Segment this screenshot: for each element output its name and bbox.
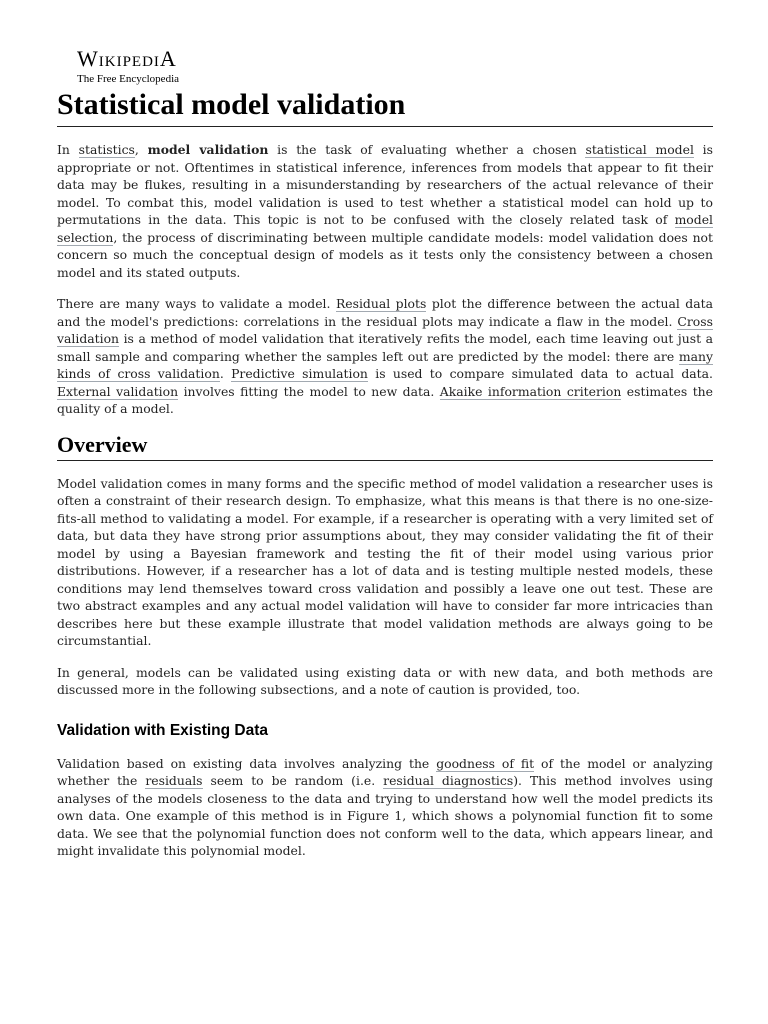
text-run: is appropriate or not. Oftentimes in statistical inference, inferences from models that appear to fit their data may be flukes, resulting in a misunderstanding by researchers of the actual relevance of their model. To combat this, model validation is used to test whether a statistical model can hold up to permutations in the data. This topic is not to be confused with the closely related task of bbox=[57, 142, 713, 227]
text-run: involves fitting the model to new data. bbox=[178, 383, 440, 399]
link-statistical-model[interactable]: statistical model bbox=[585, 142, 694, 157]
section-heading-overview: Overview bbox=[57, 431, 148, 457]
text-run: There are many ways to validate a model. bbox=[57, 296, 336, 311]
text-run: is used to compare simulated data to actual data. bbox=[367, 366, 713, 381]
text-run: , bbox=[134, 142, 148, 157]
text-run: is the task of evaluating whether a chosen bbox=[268, 142, 586, 157]
link-model-selection[interactable]: model selection bbox=[57, 212, 713, 245]
text-run: Validation based on existing data involves analyzing the bbox=[57, 755, 437, 771]
link-cross-validation[interactable]: Cross validation bbox=[57, 313, 713, 346]
text-run: plot the difference between the actual data and the model's predictions: correlations in the residual plots may indicate a flaw in the model. bbox=[57, 296, 713, 329]
intro-paragraph-2 bbox=[57, 295, 713, 418]
link-akaike-information-criterion[interactable]: Akaike information criterion bbox=[439, 383, 622, 399]
link-goodness-of-fit[interactable]: goodness of fit bbox=[436, 755, 535, 771]
term-model-validation: model validation bbox=[147, 142, 269, 157]
text-run: is a method of model validation that iteratively refits the model, each time leaving out just a small sample and comparing whether the samples left out are predicted by the model: there are bbox=[57, 331, 713, 364]
logo-wordmark: WIKIPEDIA bbox=[77, 46, 177, 71]
logo-tagline: The Free Encyclopedia bbox=[77, 73, 180, 85]
text-run: estimates the quality of a model. bbox=[57, 383, 713, 416]
link-statistics[interactable]: statistics bbox=[78, 142, 135, 157]
overview-paragraph-2: In general, models can be validated using existing data or with new data, and both methods are discussed more in the following subsections, and a note of caution is provided, too. bbox=[57, 664, 713, 697]
text-run: In bbox=[57, 142, 79, 157]
link-residual-plots[interactable]: Residual plots bbox=[335, 296, 427, 311]
text-run: . bbox=[219, 366, 232, 381]
link-external-validation[interactable]: External validation bbox=[57, 383, 179, 399]
wikipedia-logo[interactable] bbox=[77, 48, 217, 86]
link-predictive-simulation[interactable]: Predictive simulation bbox=[231, 366, 368, 381]
article bbox=[57, 48, 713, 874]
overview-paragraph-1: Model validation comes in many forms and the specific method of model validation a researcher uses is often a constraint of their research design. To emphasize, what this means is that there is no one-size-fits-all method to validating a model. For example, if a researcher is operating with a very limited set of data, but data they have strong prior assumptions about, they may consider validating the fit of their model by using a Bayesian framework and testing the fit of their model using various prior distributions. However, if a researcher has a lot of data and is testing multiple nested models, these conditions may lend themselves toward cross validation and possibly a leave one out test. These are two abstract examples and any actual model validation will have to consider far more intricacies than describes here but these example illustrate that model validation methods are always going to be circumstantial. bbox=[57, 475, 713, 648]
section-divider bbox=[57, 460, 713, 461]
link-many-kinds-of-cross-validation[interactable]: many kinds of cross validation bbox=[57, 348, 713, 381]
text-run: ). This method involves using analyses of the models closeness to the data and trying to understand how well the model predicts its own data. One example of this method is in Figure 1, which shows a polynomial function fit to some data. We see that the polynomial function does not conform well to the data, which appears linear, and might invalidate this polynomial model. bbox=[57, 773, 714, 858]
page-title: Statistical model validation bbox=[57, 88, 406, 121]
link-residuals[interactable]: residuals bbox=[145, 773, 203, 788]
text-run: seem to be random (i.e. bbox=[202, 773, 384, 788]
subsection-heading-existing-data: Validation with Existing Data bbox=[57, 721, 269, 739]
intro-paragraph-1 bbox=[57, 141, 713, 281]
link-residual-diagnostics[interactable]: residual diagnostics bbox=[383, 773, 514, 788]
text-run: , the process of discriminating between multiple candidate models: model validation does not concern so much the conceptual design of models as it tests only the consistency between a chosen model and its stated outputs. bbox=[57, 229, 713, 280]
title-divider bbox=[57, 126, 713, 127]
existing-data-paragraph bbox=[57, 755, 713, 860]
text-run: of the model or analyzing whether the bbox=[57, 755, 713, 788]
